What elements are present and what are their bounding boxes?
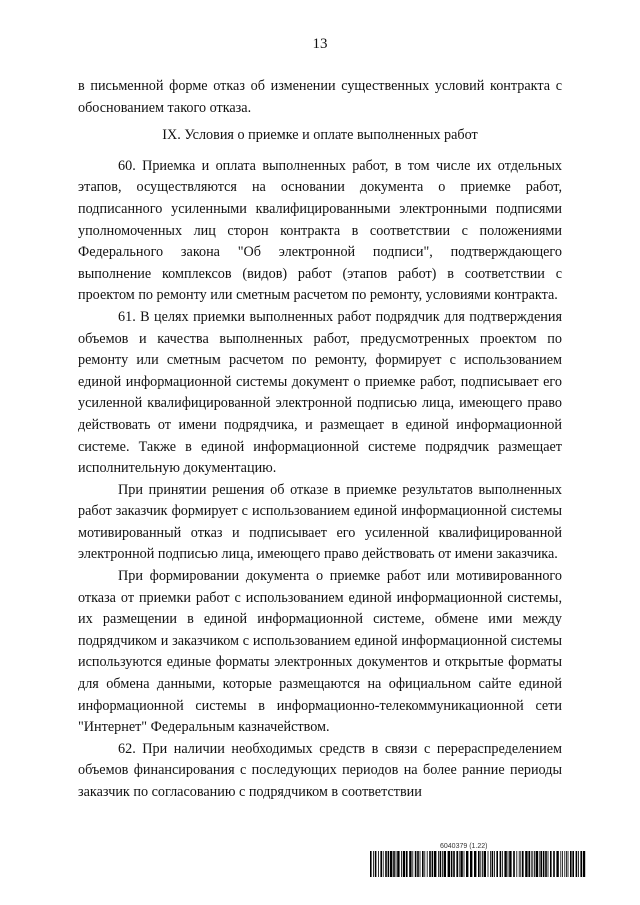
document-body (78, 76, 562, 804)
barcode-code: 6040379 (1.22) (440, 843, 488, 850)
paragraph-62: 62. При наличии необходимых средств в связи с перераспределением объемов финансирования с последующих периодов на более ранние периоды заказчик по согласованию с подрядчиком в соответствии (78, 740, 562, 800)
barcode-block (370, 842, 588, 877)
paragraph-continuation: в письменной форме отказ об изменении существенных условий контракта с обоснованием такого отказа. (78, 78, 562, 116)
page-number: 13 (312, 36, 328, 52)
paragraph-formats: При формировании документа о приемке работ или мотивированного отказа от приемки работ с использованием единой информационной системы, их размещении в единой информационной системе, обмене ими между подрядчиком и заказчиком с использованием единой информационной системы используются единые форматы электронных документов и открытые форматы для обмена данными, которые размещаются на официальном сайте единой информационной системы в информационно-телекоммуникационной сети "Интернет" Федеральным казначейством. (78, 568, 562, 736)
section-title: IX. Условия о приемке и оплате выполненных работ (162, 127, 478, 144)
paragraph-60: 60. Приемка и оплата выполненных работ, в том числе их отдельных этапов, осуществляются на основании документа о приемке работ, подписанного усиленными квалифицированными электронными подписями уполномоченных лиц сторон контракта в соответствии с положениями Федерального закона "Об электронной подписи", подтверждающего выполнение комплексов (видов) работ (этапов работ) в соответствии с проектом по ремонту или сметным расчетом по ремонту, условиями контракта. (78, 157, 562, 304)
barcode-icon (370, 851, 588, 877)
paragraph-refusal: При принятии решения об отказе в приемке результатов выполненных работ заказчик формирует с использованием единой информационной системы мотивированный отказ и подписывает его усиленной квалифицированной электронной подписью лица, имеющего право действовать от имени заказчика. (78, 481, 562, 563)
paragraph-61: 61. В целях приемки выполненных работ подрядчик для подтверждения объемов и качества выполненных работ, предусмотренных проектом по ремонту или сметным расчетом по ремонту, формирует с использованием единой информационной системы документ о приемке работ, подписывает его усиленной квалифицированной электронной подписью лица, имеющего право действовать от имени подрядчика, и размещает в единой информационной системе. Также в единой информационной системе подрядчик размещает исполнительную документацию. (78, 308, 562, 477)
